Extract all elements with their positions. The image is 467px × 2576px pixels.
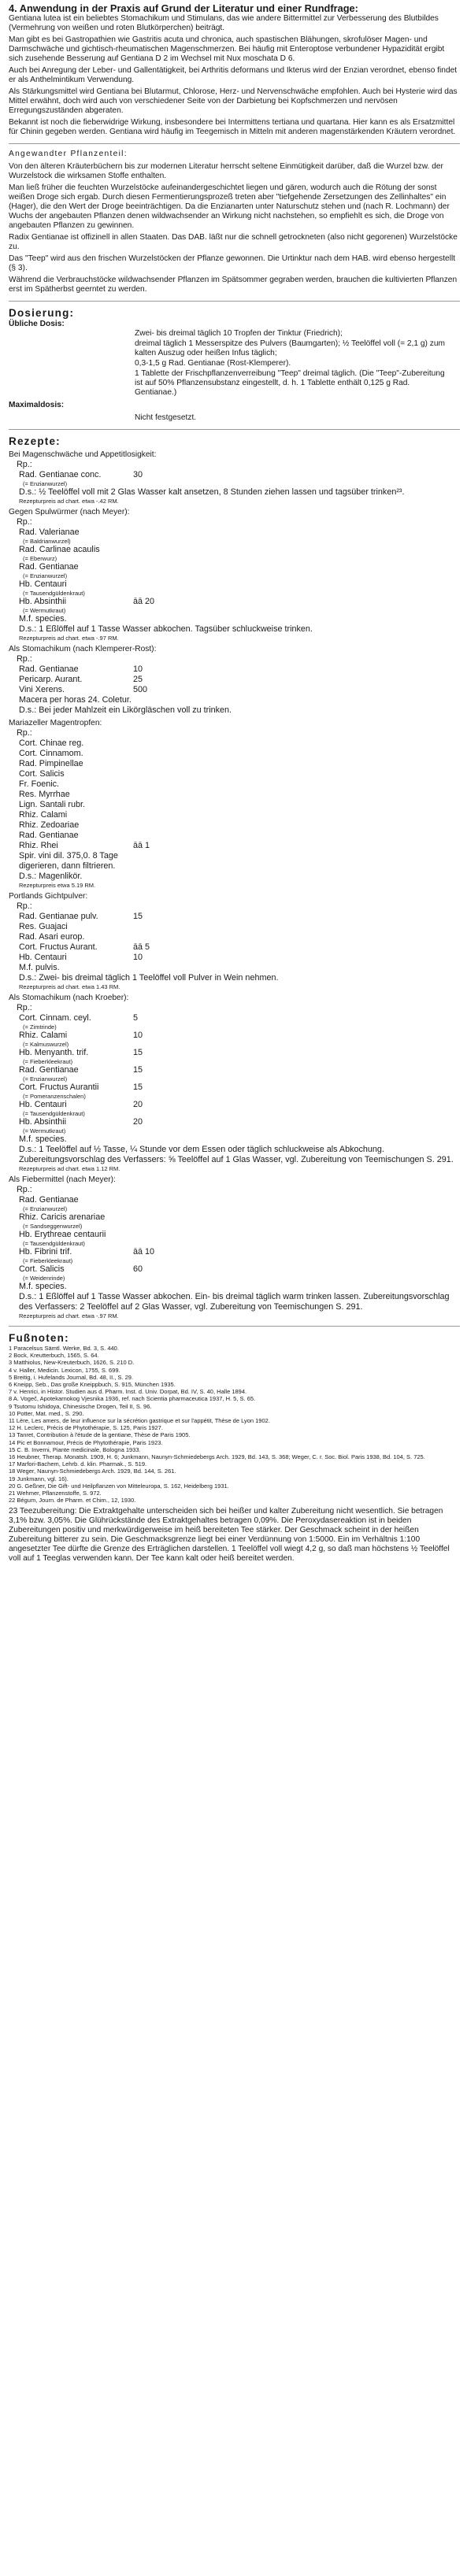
ingredient-gloss: (= Enzianwurzel) xyxy=(23,1075,68,1083)
recipe-title: Gegen Spulwürmer (nach Meyer): xyxy=(9,508,130,516)
ingredient-name: Rhiz. Zedoariae xyxy=(19,820,80,830)
ingredient-gloss: (= Fieberkleekraut) xyxy=(23,1257,73,1264)
footnote: 15 C. B. Inverni, Piante medicinale, Bologna 1933. xyxy=(9,1445,141,1453)
ingredient-row xyxy=(17,1212,460,1223)
recipe-instructions: D.s.: Bei jeder Mahlzeit ein Likörgläschen voll zu trinken. xyxy=(19,705,232,715)
recipe-rp: Rp.: xyxy=(17,1003,32,1012)
ingredient-row xyxy=(17,769,460,779)
ingredient-name: Cort. Fructus Aurantii xyxy=(19,1083,99,1092)
ingredient-row xyxy=(17,790,460,800)
recipe-instructions: D.s.: 1 Eßlöffel auf 1 Tasse Wasser abkochen. Tagsüber schluckweise trinken. xyxy=(19,624,313,634)
ingredient-gloss: (= Enzianwurzel) xyxy=(23,1205,68,1212)
ingredient-name: Rad. Gentianae xyxy=(19,1195,79,1205)
recipe-mixture: M.f. species. xyxy=(19,614,67,624)
ingredient-row xyxy=(17,831,460,841)
ingredient-row xyxy=(17,1048,460,1058)
ingredient-amount: 25 xyxy=(133,675,143,684)
ingredient-name: Cort. Salicis xyxy=(19,769,65,779)
max-dose-value-row xyxy=(9,413,460,423)
ingredient-row xyxy=(17,738,460,749)
ingredient-name: Rad. Gentianae xyxy=(19,831,79,840)
ingredient-row xyxy=(17,942,460,953)
ingredient-gloss: (= Zimtrinde) xyxy=(23,1023,57,1031)
ingredient-name: Rhiz. Calami xyxy=(19,1031,68,1040)
footnote: 5 Breitig, i. Hufelands Journal, Bd. 48, II., S. 29. xyxy=(9,1373,134,1381)
ingredient-row xyxy=(17,1230,460,1240)
ingredient-gloss: (= Sandseggenwurzel) xyxy=(23,1223,83,1230)
ingredient-row xyxy=(17,597,460,607)
recipe-price: Rezepturpreis ad chart. etwa 1.12 RM. xyxy=(19,1165,120,1172)
footnote: 17 Marfori-Bachem, Lehrb. d. klin. Pharmak., S. 519. xyxy=(9,1460,147,1468)
ingredient-gloss: (= Tausendgüldenkraut) xyxy=(23,1110,85,1117)
ingredient-row xyxy=(17,562,460,572)
ingredient-amount: āā 5 xyxy=(133,942,150,952)
ingredient-row xyxy=(17,1100,460,1110)
footnote: 4 v. Haller, Medicin. Lexicon, 1755, S. 699. xyxy=(9,1366,120,1374)
footnote: 1 Paracelsus Sämtl. Werke, Bd. 3, S. 440. xyxy=(9,1345,119,1352)
ingredient-row xyxy=(17,527,460,538)
ingredient-row xyxy=(17,932,460,942)
recipe-mixture: M.f. species. xyxy=(19,1134,67,1144)
recipe-price: Rezepturpreis ad chart. etwa -.42 RM. xyxy=(19,498,119,505)
recipe-title: Mariazeller Magentropfen: xyxy=(9,719,102,727)
usual-dose-item: 1 Tablette der Frischpflanzenverreibung "Teep" dreimal täglich. (Die "Teep"-Zubereitung ist auf 50% Pflanzensubstanz eingestellt, d. h. 1 Tablette enthält 0,125 g Rad. Gentianae.) xyxy=(135,369,445,397)
ingredient-gloss: (= Enzianwurzel) xyxy=(23,480,68,487)
footnote: 13 Tanret, Contribution à l'étude de la gentiane, Thèse de Paris 1905. xyxy=(9,1431,191,1439)
paragraph: Von den älteren Kräuterbüchern bis zur modernen Literatur herrscht seltene Einmütigkeit darüber, daß die Wurzel bzw. der Wurzelstock die wirksamen Stoffe enthalten. xyxy=(9,162,443,180)
ingredient-row xyxy=(17,695,460,705)
ingredient-name: Vini Xerens. xyxy=(19,685,65,694)
recipe-price: Rezepturpreis ad chart. etwa 1.43 RM. xyxy=(19,983,120,990)
ingredient-name: Hb. Centauri xyxy=(19,953,67,962)
footnote: 3 Matthiolus, New-Kreuterbuch, 1626, S. 210 D. xyxy=(9,1359,135,1367)
recipe-block xyxy=(9,901,460,990)
ingredient-amount: 30 xyxy=(133,470,143,479)
recipe-mixture: M.f. species. xyxy=(19,1282,67,1291)
ingredient-row xyxy=(17,1264,460,1275)
recipe-title: Als Fiebermittel (nach Meyer): xyxy=(9,1175,116,1184)
ingredient-row xyxy=(17,841,460,851)
max-dose-value: Nicht festgesetzt. xyxy=(135,413,197,422)
ingredient-name: Macera per horas 24. Coletur. xyxy=(19,695,132,705)
ingredient-row xyxy=(17,1247,460,1257)
ingredient-name: Cort. Cinnamom. xyxy=(19,749,83,758)
ingredient-amount: 10 xyxy=(133,953,143,962)
dosage-heading: Dosierung: xyxy=(9,307,75,319)
ingredient-name: Rhiz. Calami xyxy=(19,810,68,820)
ingredient-name: Rad. Carlinae acaulis xyxy=(19,545,100,554)
footnote: 16 Heubner, Therap. Monatsh. 1909, H. 6; Junkmann, Naunyn-Schmiedebergs Arch. 1929, Bd. 143, S. 368; Weger, C. r. Soc. Biol. Paris 1938, Bd. 104, S. 725. xyxy=(9,1453,425,1461)
ingredient-name: Rad. Gentianae xyxy=(19,664,79,674)
paragraph: Man gibt es bei Gastropathien wie Gastritis acuta und chronica, auch spastischen Blähungen, skrofulöser Magen- und Darmschwäche und gichtisch-rheumatischen Magenschmerzen. Bei häufig mit Enteroptose verbundener Hypazidität ergibt sich zusehende Besserung auf Gentiana D 2 im Wechsel mit Nux moschata D 6. xyxy=(9,35,445,63)
ingredient-gloss: (= Baldrianwurzel) xyxy=(23,538,71,545)
ingredient-name: Cort. Cinnam. ceyl. xyxy=(19,1013,91,1023)
usual-dose-values xyxy=(9,329,460,398)
ingredient-name: Res. Myrrhae xyxy=(19,790,70,799)
recipe-mixture: M.f. pulvis. xyxy=(19,963,60,972)
footnote: 6 Kneipp, Seb., Das große Kneippbuch, S. 915, München 1935. xyxy=(9,1381,176,1389)
recipe-rp: Rp.: xyxy=(17,460,32,469)
ingredient-name: Rhiz. Rhei xyxy=(19,841,58,850)
ingredient-gloss: (= Fieberkleekraut) xyxy=(23,1058,73,1065)
plant-part-subtitle: Angewandter Pflanzenteil: xyxy=(9,150,128,158)
paragraph: Gentiana lutea ist ein beliebtes Stomachikum und Stimulans, das wie andere Bittermittel zur Verbesserung des Blutbildes (Vermehrung von weißen und roten Blutkörperchen) beiträgt. xyxy=(9,14,439,32)
recipe-rp: Rp.: xyxy=(17,517,32,527)
recipe-price: Rezepturpreis ad chart. etwa -.97 RM. xyxy=(19,1312,119,1319)
ingredient-gloss: (= Wermutkraut) xyxy=(23,1127,66,1134)
footnote: 2 Bock, Kreutterbuch, 1565, S. 64. xyxy=(9,1352,99,1360)
ingredient-amount: āā 20 xyxy=(133,597,155,606)
footnote: 19 Junkmann, vgl. 16). xyxy=(9,1475,69,1482)
footnote: 18 Weger, Naunyn-Schmiedebergs Arch. 1929, Bd. 144, S. 261. xyxy=(9,1468,176,1475)
ingredient-amount: 15 xyxy=(133,1083,143,1092)
ingredient-name: Rhiz. Caricis arenariae xyxy=(19,1212,106,1222)
ingredient-name: Pericarp. Aurant. xyxy=(19,675,83,684)
divider xyxy=(9,143,460,144)
footnote: 10 Potter, Mat. med., S. 290. xyxy=(9,1409,84,1417)
max-dose-label: Maximaldosis: xyxy=(9,401,65,409)
ingredient-amount: 15 xyxy=(133,1065,143,1075)
ingredient-amount: 15 xyxy=(133,912,143,921)
recipe-rp: Rp.: xyxy=(17,654,32,664)
ingredient-row xyxy=(17,470,460,480)
ingredient-name: Lign. Santali rubr. xyxy=(19,800,86,809)
recipe-price: Rezepturpreis etwa 5.19 RM. xyxy=(19,882,96,889)
ingredient-amount: 500 xyxy=(133,685,148,694)
ingredient-row xyxy=(17,759,460,769)
ingredient-row xyxy=(17,675,460,685)
ingredient-amount: 10 xyxy=(133,664,143,674)
usual-dose-item: 0,3-1,5 g Rad. Gentianae (Rost-Klemperer). xyxy=(135,359,291,368)
recipe-title: Als Stomachikum (nach Klemperer-Rost): xyxy=(9,645,157,653)
ingredient-row xyxy=(17,1065,460,1075)
ingredient-name: Rad. Pimpinellae xyxy=(19,759,83,768)
ingredient-name: Hb. Erythreae centaurii xyxy=(19,1230,106,1239)
ingredient-amount: 10 xyxy=(133,1031,143,1040)
ingredient-name: Hb. Menyanth. trif. xyxy=(19,1048,89,1057)
recipes-heading: Rezepte: xyxy=(9,435,61,447)
footnotes-section xyxy=(9,1332,460,1564)
ingredient-row xyxy=(17,685,460,695)
footnote: 7 v. Henrici, in Histor. Studien aus d. Pharm. Inst. d. Univ. Dorpat, Bd. IV, S. 40, Halle 1894. xyxy=(9,1388,247,1396)
usual-dose-row xyxy=(9,320,460,329)
recipe-instructions: D.s.: ½ Teelöffel voll mit 2 Glas Wasser kalt ansetzen, 8 Stunden ziehen lassen und tagsüber trinken²³. xyxy=(19,487,405,497)
ingredient-name: Rad. Gentianae xyxy=(19,1065,79,1075)
recipe-title: Als Stomachikum (nach Kroeber): xyxy=(9,994,129,1002)
ingredient-row xyxy=(17,810,460,820)
intro-section xyxy=(9,3,460,137)
usual-dose-list xyxy=(135,329,450,398)
footnote: 12 H. Leclerc, Précis de Phytothérapie, S. 125, Paris 1927. xyxy=(9,1424,163,1432)
ingredient-name: Spir. vini dil. 375,0. 8 Tage digerieren, dann filtrieren. xyxy=(19,851,118,871)
recipe-block xyxy=(9,654,460,716)
ingredient-name: Cort. Chinae reg. xyxy=(19,738,84,748)
ingredient-row xyxy=(17,779,460,790)
ingredient-amount: 15 xyxy=(133,1048,143,1057)
recipe-rp: Rp.: xyxy=(17,728,32,738)
recipe-rp: Rp.: xyxy=(17,901,32,911)
paragraph: Während die Verbrauchstöcke wildwachsender Pflanzen im Spätsommer gegraben werden, brauchen die kultivierten Pflanzen erst im Spätherbst geerntet zu werden. xyxy=(9,276,458,294)
ingredient-gloss: (= Tausendgüldenkraut) xyxy=(23,1240,85,1247)
recipe-title: Portlands Gichtpulver: xyxy=(9,892,88,901)
ingredient-name: Rad. Asari europ. xyxy=(19,932,85,942)
ingredient-row xyxy=(17,664,460,675)
ingredient-gloss: (= Enzianwurzel) xyxy=(23,572,68,579)
recipe-instructions: D.s.: Magenlikör. xyxy=(19,872,83,881)
ingredient-name: Hb. Absinthii xyxy=(19,597,67,606)
usual-dose-item: Zwei- bis dreimal täglich 10 Tropfen der Tinktur (Friedrich); xyxy=(135,329,343,338)
ingredient-name: Cort. Fructus Aurant. xyxy=(19,942,98,952)
ingredient-amount: 20 xyxy=(133,1117,143,1127)
ingredient-gloss: (= Tausendgüldenkraut) xyxy=(23,590,85,597)
usual-dose-label: Übliche Dosis: xyxy=(9,320,65,328)
recipe-block xyxy=(9,1185,460,1319)
footnote: 21 Wehmer, Pflanzenstoffe, S. 972. xyxy=(9,1490,102,1497)
footnote-23-note: 23 Teezubereitung: Die Extraktgehalte unterscheiden sich bei heißer und kalter Zubereitung nicht wesentlich. Sie betragen 3,1% bzw. 3,05%. Die Glührückstände des Extraktgehaltes betragen 0,09%. Die Peroxydasereaktion ist in beiden Zubereitungen positiv und merkwürdigerweise im heiß bereiteten Tee stärker. Der Geschmack scheint in der heißen Zubereitung bitterer zu sein. Die Geschmacksgrenze liegt bei einer Verdünnung von 1:5000. Ein im Verhältnis 1:100 angesetzter Tee dürfte die Grenze des Erträglichen darstellen. 1 Teelöffel voll wiegt 4,2 g, so daß man höchstens ½ Teelöffel voll auf 1 Teeglas verwenden kann. Der Tee kann kalt oder heiß bereitet werden. xyxy=(9,1507,450,1564)
section-title: 4. Anwendung in der Praxis auf Grund der Literatur und einer Rundfrage: xyxy=(9,2,358,14)
ingredient-row xyxy=(17,1117,460,1127)
paragraph: Das "Teep" wird aus den frischen Wurzelstöcken der Pflanze gewonnen. Die Urtinktur nach dem HAB. wird ebenso hergestellt (§ 3). xyxy=(9,254,456,272)
ingredient-gloss: (= Eberwurz) xyxy=(23,555,57,562)
ingredient-row xyxy=(17,912,460,922)
ingredient-amount: 20 xyxy=(133,1100,143,1109)
ingredient-name: Res. Guajaci xyxy=(19,922,68,931)
intro-paragraphs xyxy=(9,14,460,137)
usual-dose-item: dreimal täglich 1 Messerspitze des Pulvers (Baumgarten); ½ Teelöffel voll (= 2,1 g) zum kalten Auszug oder heißen Infus täglich; xyxy=(135,339,445,357)
ingredient-row xyxy=(17,1195,460,1205)
ingredient-name: Rad. Gentianae xyxy=(19,562,79,572)
ingredient-row xyxy=(17,922,460,932)
ingredient-row xyxy=(17,1013,460,1023)
ingredient-name: Rad. Gentianae conc. xyxy=(19,470,102,479)
plant-part-paragraphs xyxy=(9,162,460,294)
ingredient-row xyxy=(17,749,460,759)
ingredient-name: Hb. Centauri xyxy=(19,579,67,589)
ingredient-name: Hb. Centauri xyxy=(19,1100,67,1109)
paragraph: Radix Gentianae ist offizinell in allen Staaten. Das DAB. läßt nur die schnell getrockneten (also nicht gegorenen) Wurzelstöcke zu. xyxy=(9,233,458,251)
plant-part-section xyxy=(9,150,460,294)
recipe-title: Bei Magenschwäche und Appetitlosigkeit: xyxy=(9,450,157,459)
footnote-list xyxy=(9,1345,460,1504)
recipe-block xyxy=(9,517,460,642)
divider xyxy=(9,301,460,302)
footnote: 14 Pic et Bonnamour, Précis de Phytothérapie, Paris 1923. xyxy=(9,1438,163,1446)
recipe-price: Rezepturpreis ad chart. etwa -.97 RM. xyxy=(19,635,119,642)
paragraph: Auch bei Anregung der Leber- und Gallentätigkeit, bei Arthritis deformans und Ikterus wird der Enzian verordnet, ebenso findet er als Anthelmintikum Verwendung. xyxy=(9,66,458,84)
dosage-section xyxy=(9,307,460,423)
ingredient-name: Rad. Gentianae pulv. xyxy=(19,912,98,921)
recipe-instructions: D.s.: 1 Teelöffel auf ½ Tasse, ¼ Stunde vor dem Essen oder täglich schluckweise als Abkochung. Zubereitungsvorschlag des Verfassers: ⅝ Teelöffel auf 1 Glas Wasser, vgl. Zubereitung von Teemischungen S. 291. xyxy=(19,1145,454,1164)
footnotes-heading: Fußnoten: xyxy=(9,1332,69,1344)
recipe-block xyxy=(9,1003,460,1172)
ingredient-amount: 5 xyxy=(133,1013,139,1023)
ingredient-amount: āā 1 xyxy=(133,841,150,850)
ingredient-row xyxy=(17,851,460,872)
paragraph: Als Stärkungsmittel wird Gentiana bei Blutarmut, Chlorose, Herz- und Nervenschwäche empfohlen. Auch bei Hysterie wird das Mittel erwähnt, doch wird auch von verschiedener Seite von der Darbietung bei Kopfschmerzen und nervösen Erregungszuständen abgeraten. xyxy=(9,87,458,115)
footnote: 20 G. Geßner, Die Gift- und Heilpflanzen von Mitteleuropa, S. 162, Heidelberg 1931. xyxy=(9,1482,229,1490)
footnote: 9 Tsutomu Ishidoya, Chinesische Drogen, Teil II, S. 96. xyxy=(9,1402,152,1410)
paragraph: Man ließ früher die feuchten Wurzelstöcke aufeinandergeschichtet liegen und gären, wodurch auch die Rötung der sonst weißen Droge sich ergab. Durch diesen Fermentierungsprozeß treten aber "tiefgehende Zersetzungen des Zellinhaltes" ein (Hager), die den Wert der Droge beeinträchtigen. Da die Enzianarten unter Naturschutz stehen und (nach R. Lochmann) der Wuchs der angebauten Pflanzen denen wildwachsender an Wirkung nicht nachstehen, so empfiehlt es sich, die Droge von angebauten Pflanzen zu gewinnen. xyxy=(9,183,450,230)
ingredient-row xyxy=(17,545,460,555)
ingredient-name: Hb. Absinthii xyxy=(19,1117,67,1127)
ingredient-row xyxy=(17,953,460,963)
ingredient-gloss: (= Weidenrinde) xyxy=(23,1275,65,1282)
recipe-block xyxy=(9,460,460,505)
ingredient-gloss: (= Wermutkraut) xyxy=(23,607,66,614)
divider xyxy=(9,429,460,430)
ingredient-row xyxy=(17,820,460,831)
footnote: 11 Lère, Les amers, de leur influence sur la sécrétion gastrique et sur l'appétit, Thèse de Lyon 1902. xyxy=(9,1417,270,1425)
recipe-list xyxy=(9,450,460,1319)
ingredient-name: Hb. Fibrini trif. xyxy=(19,1247,72,1257)
ingredient-row xyxy=(17,1031,460,1041)
divider xyxy=(9,1326,460,1327)
paragraph: Bekannt ist noch die fieberwidrige Wirkung, insbesondere bei Intermittens tertiana und quartana. Hier kann es als Ersatzmittel für Chinin gegeben werden. Gentiana wird häufig im Teegemisch in Mitteln mit anderen magenstärkenden Kräutern verordnet. xyxy=(9,118,456,136)
footnote: 22 Bégum, Journ. de Pharm. et Chim., 12, 1930. xyxy=(9,1497,136,1505)
recipe-instructions: D.s.: Zwei- bis dreimal täglich 1 Teelöffel voll Pulver in Wein nehmen. xyxy=(19,973,279,983)
ingredient-row xyxy=(17,579,460,590)
ingredient-name: Fr. Foenic. xyxy=(19,779,60,789)
recipe-rp: Rp.: xyxy=(17,1185,32,1194)
ingredient-row xyxy=(17,1083,460,1093)
ingredient-row xyxy=(17,800,460,810)
ingredient-gloss: (= Kalmuswurzel) xyxy=(23,1041,69,1048)
ingredient-name: Cort. Salicis xyxy=(19,1264,65,1274)
recipes-section xyxy=(9,435,460,1319)
footnote: 8 A. Vogeč, Apotekarnokog Vjesnika 1936, ref. nach Scientia pharmaceutica 1937, H. 5, S. 65. xyxy=(9,1395,256,1403)
max-dose-row xyxy=(9,401,460,410)
ingredient-amount: 60 xyxy=(133,1264,143,1274)
ingredient-amount: āā 10 xyxy=(133,1247,155,1257)
ingredient-gloss: (= Pomeranzenschalen) xyxy=(23,1093,86,1100)
recipe-block xyxy=(9,728,460,889)
ingredient-name: Rad. Valerianae xyxy=(19,527,80,537)
recipe-instructions: D.s.: 1 Eßlöffel auf 1 Tasse Wasser abkochen. Ein- bis dreimal täglich warm trinken lassen. Zubereitungsvorschlag des Verfassers: 2 Teelöffel auf 2 Glas Wasser, vgl. Zubereitung von Teemischungen S. 291. xyxy=(19,1292,450,1312)
